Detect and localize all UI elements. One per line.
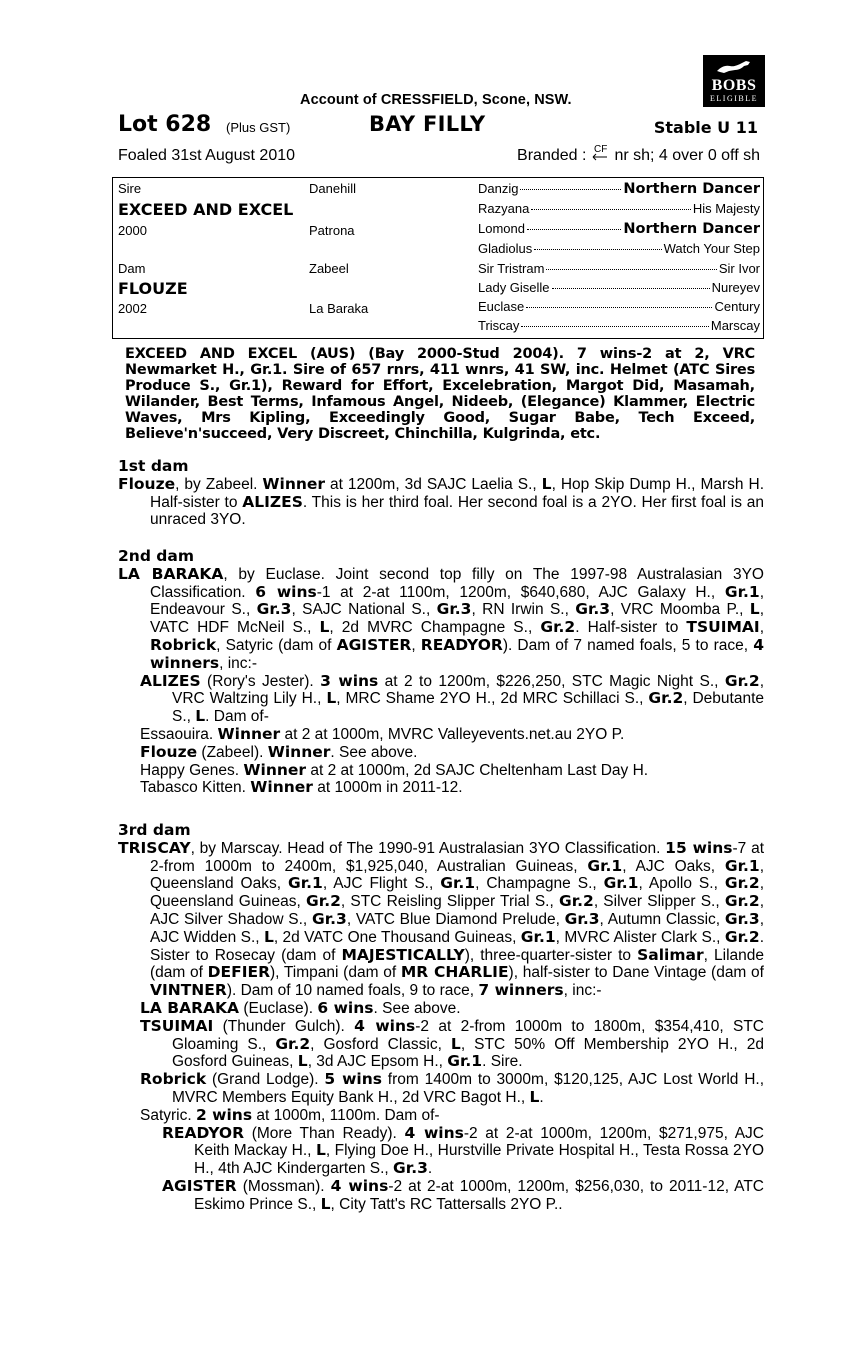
lot-number: Lot 628 [118,112,212,137]
gen3-right: Marscay [710,318,760,333]
horse-description: BAY FILLY [369,112,486,136]
entry-list [118,840,764,1214]
gen3-left: Lady Giselle [478,280,550,295]
gen3-right: Sir Ivor [718,261,760,276]
pedigree-entry: Essaouira. Winner at 2 at 1000m, MVRC Valleyevents.net.au 2YO P. [140,724,625,743]
entry-list [118,566,764,797]
brand-details: nr sh; 4 over 0 off sh [614,147,760,164]
gen3-row [478,241,760,256]
logo-subtext: ELIGIBLE [710,94,758,103]
sire-label: Sire [118,181,142,196]
gen3-right: Nureyev [711,280,760,295]
bobs-eligible-logo [703,55,765,107]
first-dam-section [118,458,764,529]
gen3-left: Sir Tristram [478,261,545,276]
section-heading: 1st dam [118,457,189,475]
pedigree-entry: ALIZES (Rory's Jester). 3 wins at 2 to 1200m, $226,250, STC Magic Night S., Gr.2, VRC Waltzing Lily H., L, MRC Shame 2YO H., 2d MRC Schillaci S., Gr.2, Debutante S., L. Dam of- [140,671,765,726]
brand-info [517,144,760,165]
pedigree-entry: LA BARAKA (Euclase). 6 wins. See above. [140,998,461,1017]
dam-dam: La Baraka [309,301,369,316]
pedigree-entry: Robrick (Grand Lodge). 5 wins from 1400m to 3000m, $120,125, AJC Lost World H., MVRC Members Equity Bank H., 2d VRC Bagot H., L. [140,1070,764,1106]
dam-name: FLOUZE [118,279,188,298]
pedigree-entry: AGISTER (Mossman). 4 wins-2 at 2-at 1000m, 1200m, $256,030, to 2011-12, ATC Eskimo Prince S., L, City Tatt's RC Tattersalls 2YO P.. [162,1176,765,1213]
lot-header [118,112,760,140]
brand-mark-icon [589,143,611,163]
dam-sire: Zabeel [309,261,349,276]
stable-location: Stable U 11 [653,118,758,137]
dam-label: Dam [118,261,146,276]
pedigree-entry: LA BARAKA, by Euclase. Joint second top filly on The 1997-98 Australasian 3YO Classification. 6 wins-1 at 2-at 1100m, 1200m, $640,680, AJC Galaxy H., Gr.1, Endeavour S., Gr.3, SAJC National S., Gr.3, RN Irwin S., Gr.3, VRC Moomba P., L, VATC HDF McNeil S., L, 2d MVRC Champagne S., Gr.2. Half-sister to TSUIMAI, Robrick, Satyric (dam of AGISTER, READYOR). Dam of 7 named foals, 5 to race, 4 winners, inc:- [118,564,764,672]
branded-label: Branded : [517,147,587,164]
horse-icon [715,59,753,75]
logo-text: BOBS [711,77,757,94]
plus-gst-note: (Plus GST) [226,120,291,135]
third-dam-section [118,822,764,1214]
gen3-row [478,181,760,197]
foaling-date: Foaled 31st August 2010 [118,147,296,164]
second-dam-section [118,548,764,797]
gen3-left: Lomond [478,221,525,236]
sire-summary: EXCEED AND EXCEL (AUS) (Bay 2000-Stud 2004). 7 wins-2 at 2, VRC Newmarket H., Gr.1. Sire of 657 rnrs, 411 wnrs, 41 SW, inc. Helmet (ATC Sires Produce S., Gr.1), Reward for Effort, Excelebration, Margot Did, Masamah, Wilander, Best Terms, Infamous Angel, Nideeb, (Elegance) Klammer, Electric Waves, Mrs Kipling, Exceedingly Good, Sugar Babe, Tech Exceed, Believe'n'succeed, Very Discreet, Chinchilla, Kulgrinda, etc. [125,346,755,442]
entry-list [118,476,764,529]
gen3-left: Razyana [478,201,530,216]
pedigree-entry: Flouze, by Zabeel. Winner at 1200m, 3d SAJC Laelia S., L, Hop Skip Dump H., Marsh H. Half-sister to ALIZES. This is her third foal. Her second foal is a 2YO. Her first foal is an unraced 3YO. [118,474,765,529]
sire-dam: Patrona [309,223,355,238]
gen3-row [478,280,760,295]
sire-year: 2000 [118,223,147,238]
gen3-right: Century [714,299,760,314]
gen3-right: Watch Your Step [663,241,760,256]
gen3-row [478,261,760,276]
section-heading: 3rd dam [118,821,191,839]
gen3-right: His Majesty [692,201,760,216]
gen3-left: Euclase [478,299,525,314]
pedigree-entry: TSUIMAI (Thunder Gulch). 4 wins-2 at 2-from 1000m to 1800m, $354,410, STC Gloaming S., Gr.2, Gosford Classic, L, STC 50% Off Membership 2YO H., 2d Gosford Guineas, L, 3d AJC Epsom H., Gr.1. Sire. [140,1016,764,1071]
gen3-right: Northern Dancer [623,221,760,237]
gen3-row [478,318,760,333]
pedigree-entry: Flouze (Zabeel). Winner. See above. [140,742,418,761]
gen3-left: Gladiolus [478,241,533,256]
gen3-left: Triscay [478,318,520,333]
pedigree-entry: TRISCAY, by Marscay. Head of The 1990-91 Australasian 3YO Classification. 15 wins-7 at 2-from 1000m to 2400m, $1,925,040, Australian Guineas, Gr.1, AJC Oaks, Gr.1, Queensland Oaks, Gr.1, AJC Flight S., Gr.1, Champagne S., Gr.1, Apollo S., Gr.2, Queensland Guineas, Gr.2, STC Reisling Slipper Trial S., Gr.2, Silver Slipper S., Gr.2, AJC Silver Shadow S., Gr.3, VATC Blue Diamond Prelude, Gr.3, Autumn Classic, Gr.3, AJC Widden S., L, 2d VATC One Thousand Guineas, Gr.1, MVRC Alister Clark S., Gr.2. Sister to Rosecay (dam of MAJESTICALLY), three-quarter-sister to Salimar, Lilande (dam of DEFIER), Timpani (dam of MR CHARLIE), half-sister to Dane Vintage (dam of VINTNER). Dam of 10 named foals, 9 to race, 7 winners, inc:- [118,838,765,1000]
pedigree-entry: READYOR (More Than Ready). 4 wins-2 at 2-at 1000m, 1200m, $271,975, AJC Keith Mackay H., L, Flying Doe H., Hurstville Private Hospital H., Testa Rossa 2YO H., 4th AJC Kindergarten S., Gr.3. [162,1123,764,1178]
sire-sire: Danehill [309,181,356,196]
sire-name: EXCEED AND EXCEL [118,200,294,219]
gen3-row [478,221,760,237]
pedigree-entry: Tabasco Kitten. Winner at 1000m in 2011-12. [140,778,463,797]
section-heading: 2nd dam [118,547,195,565]
pedigree-table [112,177,764,339]
gen3-right: Northern Dancer [623,181,760,197]
gen3-row [478,201,760,216]
dam-year: 2002 [118,301,147,316]
pedigree-entry: Happy Genes. Winner at 2 at 1000m, 2d SAJC Cheltenham Last Day H. [140,760,649,779]
brand-mark-text: CF [594,144,608,155]
pedigree-entry: Satyric. 2 wins at 1000m, 1100m. Dam of- [140,1105,440,1124]
gen3-row [478,299,760,314]
gen3-left: Danzig [478,181,519,196]
vendor-account: Account of CRESSFIELD, Scone, NSW. [300,92,572,108]
